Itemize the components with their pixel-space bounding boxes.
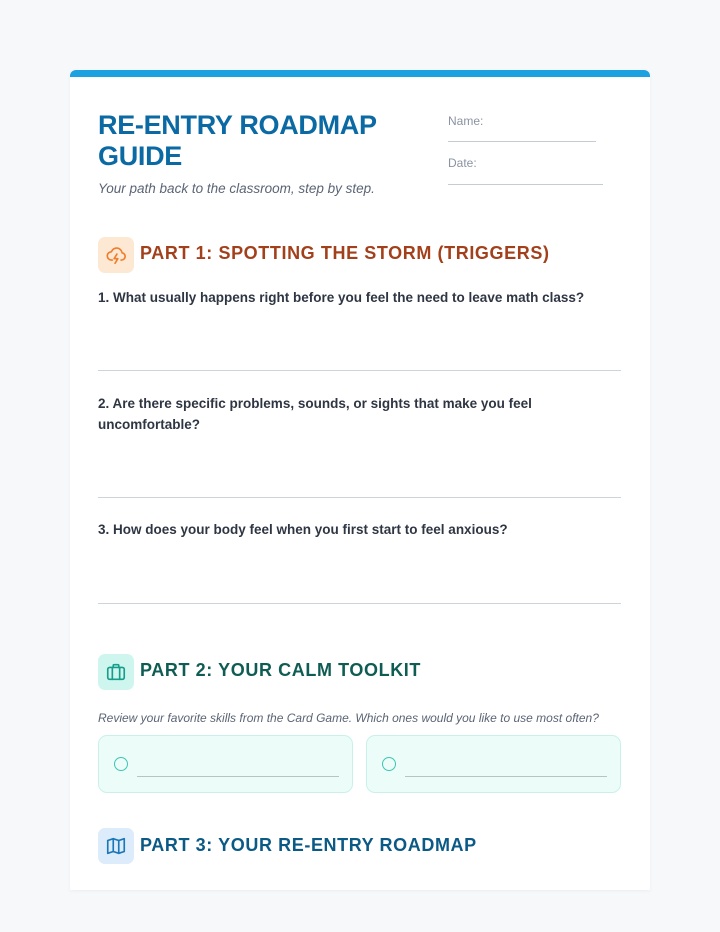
question-2: 2. Are there specific problems, sounds, or sights that make you feel uncomfortable?: [98, 396, 532, 432]
part1-title: PART 1: SPOTTING THE STORM (TRIGGERS): [140, 243, 550, 263]
answer-line-2[interactable]: [98, 497, 621, 498]
page-title: RE-ENTRY ROADMAP GUIDE: [98, 110, 377, 171]
toolkit-description: Review your favorite skills from the Card Game. Which ones would you like to use most often?: [98, 711, 599, 725]
date-field[interactable]: [448, 184, 603, 185]
date-label: Date:: [448, 156, 477, 170]
part2-title: PART 2: YOUR CALM TOOLKIT: [140, 660, 422, 680]
toolkit-line-1[interactable]: [137, 776, 339, 777]
name-field[interactable]: [448, 141, 596, 142]
answer-line-1[interactable]: [98, 370, 621, 371]
answer-line-3[interactable]: [98, 603, 621, 604]
map-icon: [98, 828, 134, 864]
toolbox-icon: [98, 654, 134, 690]
question-3: 3. How does your body feel when you first start to feel anxious?: [98, 522, 508, 537]
question-1: 1. What usually happens right before you feel the need to leave math class?: [98, 290, 585, 305]
worksheet-page: [70, 70, 650, 890]
toolkit-radio-2[interactable]: [382, 757, 396, 771]
part3-title: PART 3: YOUR RE-ENTRY ROADMAP: [140, 835, 477, 855]
toolkit-radio-1[interactable]: [114, 757, 128, 771]
toolkit-choice-2[interactable]: [366, 735, 621, 793]
toolkit-choice-1[interactable]: [98, 735, 353, 793]
name-label: Name:: [448, 114, 484, 128]
storm-cloud-icon: [98, 237, 134, 273]
page-subtitle: Your path back to the classroom, step by step.: [98, 181, 375, 196]
toolkit-line-2[interactable]: [405, 776, 607, 777]
